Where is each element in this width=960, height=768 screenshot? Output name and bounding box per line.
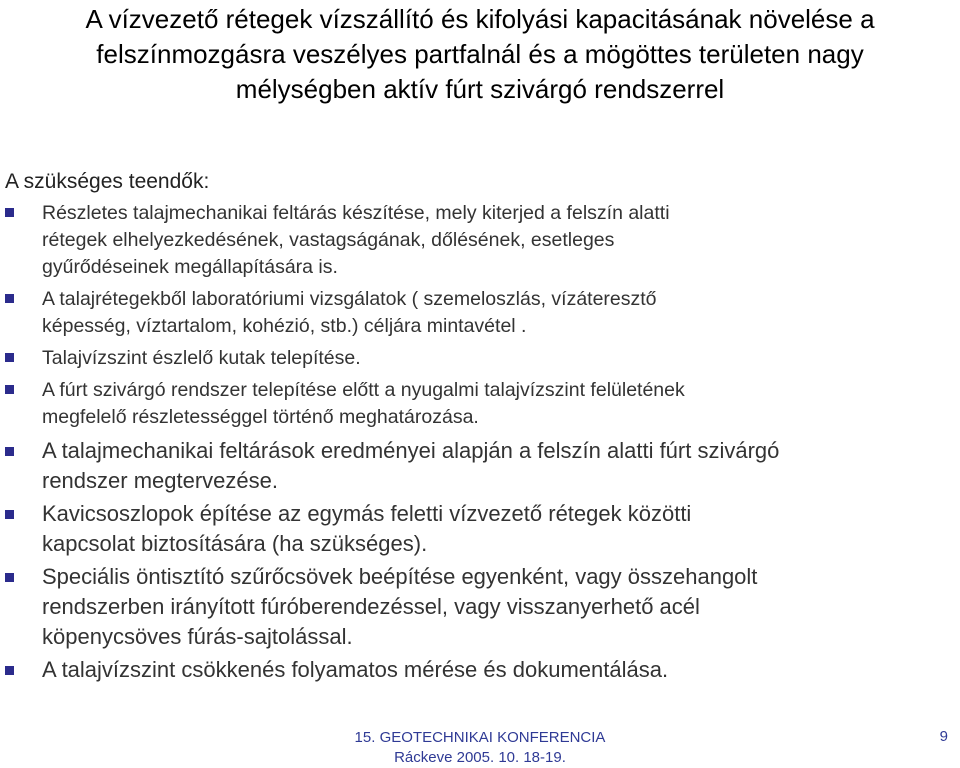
- list-item: [0, 286, 960, 340]
- item-line: gyűrődéseinek megállapítására is.: [42, 256, 338, 278]
- item-line: megfelelő részletességgel történő meghatározása.: [42, 406, 479, 428]
- list-item: [0, 436, 960, 496]
- list-item: [0, 655, 960, 685]
- list-item: [0, 562, 960, 652]
- footer-conference-name: 15. GEOTECHNIKAI KONFERENCIA: [354, 729, 606, 746]
- item-line: rétegek elhelyezkedésének, vastagságának, dőlésének, esetleges: [42, 229, 615, 251]
- item-line: A talajmechanikai feltárások eredményei alapján a felszín alatti fúrt szivárgó: [42, 438, 780, 463]
- bullet-list: [0, 200, 960, 685]
- square-bullet-icon: [5, 573, 14, 582]
- item-line: Speciális öntisztító szűrőcsövek beépítése egyenként, vagy összehangolt: [42, 564, 758, 589]
- item-line: köpenycsöves fúrás-sajtolással.: [42, 624, 353, 649]
- title-line: felszínmozgásra veszélyes partfalnál és a mögöttes területen nagy: [96, 39, 864, 69]
- title-line: A vízvezető rétegek vízszállító és kifolyási kapacitásának növelése a: [85, 4, 875, 34]
- item-line: rendszerben irányított fúróberendezéssel, vagy visszanyerhető acél: [42, 594, 700, 619]
- bullet-group-large: [0, 436, 960, 685]
- page-number: 9: [939, 728, 948, 745]
- square-bullet-icon: [5, 294, 14, 303]
- item-line: A fúrt szivárgó rendszer telepítése előtt a nyugalmi talajvízszint felületének: [42, 379, 685, 401]
- item-line: képesség, víztartalom, kohézió, stb.) céljára mintavétel .: [42, 315, 527, 337]
- square-bullet-icon: [5, 447, 14, 456]
- item-line: Kavicsoszlopok építése az egymás feletti vízvezető rétegek közötti: [42, 501, 692, 526]
- bullet-group-small: [0, 200, 960, 431]
- slide-title: [0, 0, 960, 107]
- footer-conference: [340, 728, 620, 768]
- list-item: [0, 200, 960, 281]
- square-bullet-icon: [5, 666, 14, 675]
- square-bullet-icon: [5, 353, 14, 362]
- item-line: Részletes talajmechanikai feltárás készítése, mely kiterjed a felszín alatti: [42, 202, 670, 224]
- title-line: mélységben aktív fúrt szivárgó rendszerrel: [235, 74, 725, 104]
- item-line: A talajrétegekből laboratóriumi vizsgálatok ( szemeloszlás, vízáteresztő: [42, 288, 657, 310]
- item-line: rendszer megtervezése.: [42, 468, 278, 493]
- list-item: [0, 377, 960, 431]
- square-bullet-icon: [5, 510, 14, 519]
- item-line: kapcsolat biztosítására (ha szükséges).: [42, 531, 428, 556]
- square-bullet-icon: [5, 208, 14, 217]
- intro-text: A szükséges teendők:: [5, 170, 210, 193]
- list-item: [0, 499, 960, 559]
- item-line: Talajvízszint észlelő kutak telepítése.: [42, 347, 361, 369]
- item-line: A talajvízszint csökkenés folyamatos mérése és dokumentálása.: [42, 657, 669, 682]
- square-bullet-icon: [5, 385, 14, 394]
- footer-place-date: Ráckeve 2005. 10. 18-19.: [394, 749, 566, 766]
- list-item: [0, 345, 960, 372]
